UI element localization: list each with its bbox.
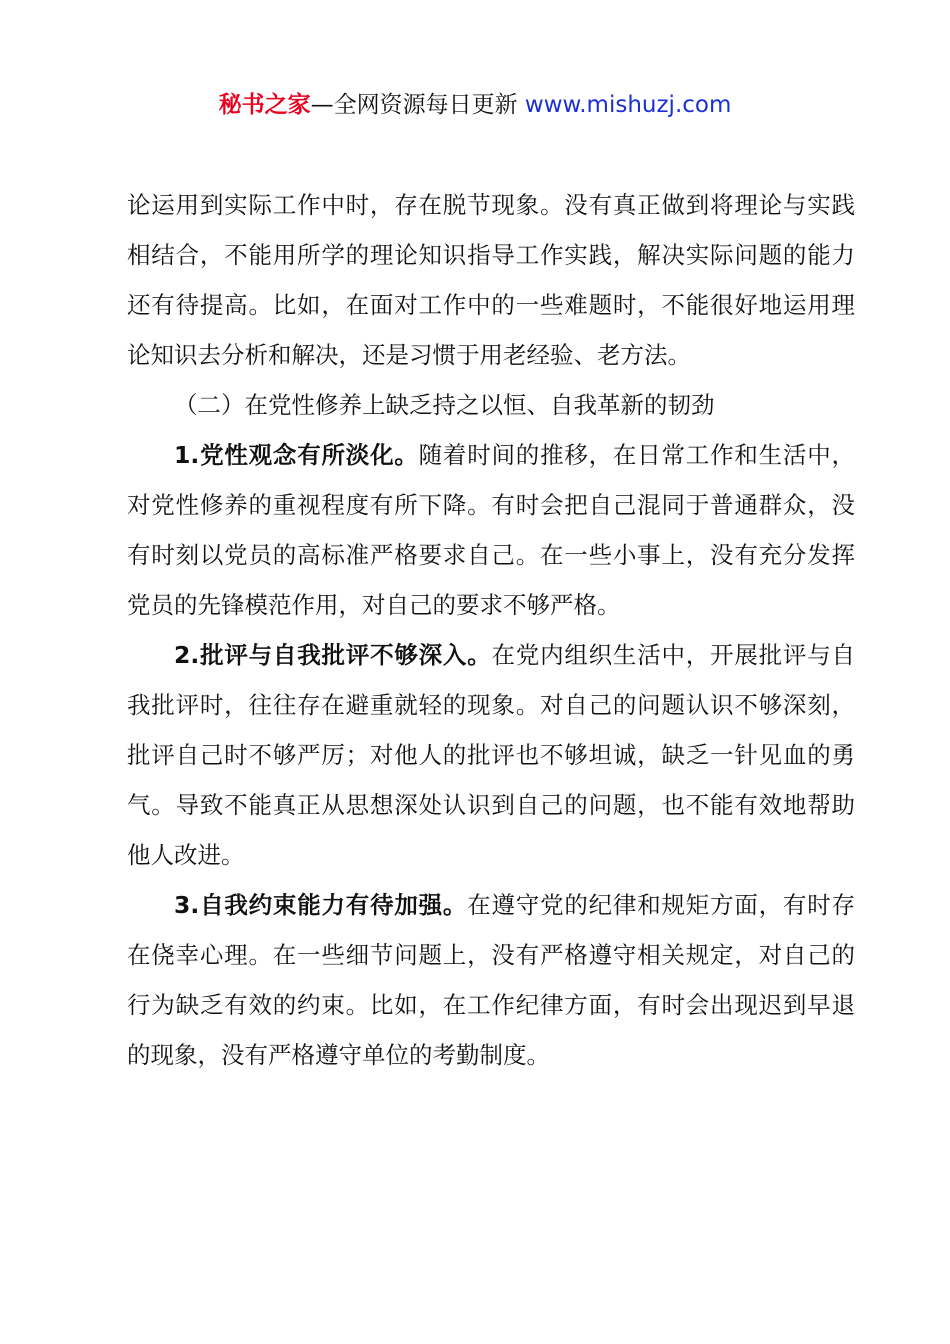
- paragraph-lead: 2.批评与自我批评不够深入。: [174, 641, 492, 669]
- paragraph-continuation: [127, 180, 855, 380]
- site-header: [0, 88, 950, 122]
- paragraph-text: 随着时间的推移，在日常工作和生活中，对党性修养的重视程度有所下降。有时会把自己混同于普通群众，没有时刻以党员的高标准严格要求自己。在一些小事上，没有充分发挥党员的先锋模范作用，对自己的要求不够严格。: [127, 441, 856, 619]
- paragraph-item-1: [127, 430, 855, 630]
- paragraph-item-2: [127, 630, 855, 880]
- header-brand: 秘书之家: [218, 92, 311, 118]
- paragraph-text: 在遵守党的纪律和规矩方面，有时存在侥幸心理。在一些细节问题上，没有严格遵守相关规定，对自己的行为缺乏有效的约束。比如，在工作纪律方面，有时会出现迟到早退的现象，没有严格遵守单位的考勤制度。: [127, 891, 856, 1069]
- header-url-link[interactable]: www.mishuzj.com: [524, 92, 732, 118]
- section-heading-text: （二）在党性修养上缺乏持之以恒、自我革新的韧劲: [174, 391, 715, 419]
- header-slogan: —全网资源每日更新: [310, 92, 525, 118]
- paragraph-item-3: [127, 880, 855, 1080]
- paragraph-text: 论运用到实际工作中时，存在脱节现象。没有真正做到将理论与实践相结合，不能用所学的理论知识指导工作实践，解决实际问题的能力还有待提高。比如，在面对工作中的一些难题时，不能很好地运用理论知识去分析和解决，还是习惯于用老经验、老方法。: [127, 191, 855, 369]
- paragraph-lead: 1.党性观念有所淡化。: [174, 441, 419, 469]
- section-heading: [127, 380, 855, 430]
- paragraph-text: 在党内组织生活中，开展批评与自我批评时，往往存在避重就轻的现象。对自己的问题认识不够深刻，批评自己时不够严厉；对他人的批评也不够坦诚，缺乏一针见血的勇气。导致不能真正从思想深处认识到自己的问题，也不能有效地帮助他人改进。: [127, 641, 856, 869]
- paragraph-lead: 3.自我约束能力有待加强。: [174, 891, 468, 919]
- document-body: [127, 180, 855, 1080]
